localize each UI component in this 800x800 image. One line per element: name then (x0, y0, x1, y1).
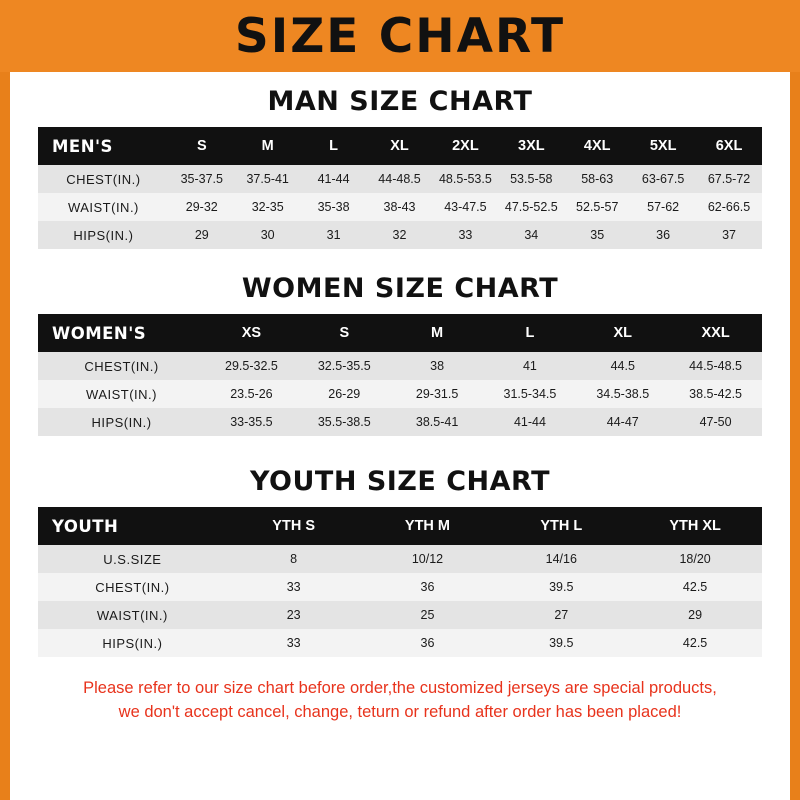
men-cell: 32-35 (235, 193, 301, 221)
youth-cell: 36 (361, 573, 495, 601)
women-header-row (38, 314, 762, 352)
men-cell: 37 (696, 221, 762, 249)
youth-size-table (38, 507, 762, 657)
table-row (38, 165, 762, 193)
men-row-label: HIPS(IN.) (38, 221, 169, 249)
women-cell: 35.5-38.5 (298, 408, 391, 436)
women-size-table (38, 314, 762, 436)
men-column-header: 3XL (498, 127, 564, 165)
women-column-header: XL (576, 314, 669, 352)
youth-row-label: HIPS(IN.) (38, 629, 227, 657)
men-cell: 31 (301, 221, 367, 249)
women-column-header: M (391, 314, 484, 352)
men-column-header: XL (367, 127, 433, 165)
footer-note (10, 677, 790, 725)
men-cell: 47.5-52.5 (498, 193, 564, 221)
women-cell: 44.5-48.5 (669, 352, 762, 380)
youth-cell: 36 (361, 629, 495, 657)
women-cell: 29-31.5 (391, 380, 484, 408)
youth-cell: 8 (227, 545, 361, 573)
men-cell: 38-43 (367, 193, 433, 221)
men-cell: 35-37.5 (169, 165, 235, 193)
men-cell: 41-44 (301, 165, 367, 193)
men-cell: 34 (498, 221, 564, 249)
women-table-wrapper (38, 314, 762, 436)
men-cell: 43-47.5 (432, 193, 498, 221)
footer-note-line-1: Please refer to our size chart before order,the customized jerseys are special products, (83, 679, 717, 697)
youth-cell: 14/16 (494, 545, 628, 573)
men-cell: 58-63 (564, 165, 630, 193)
women-cell: 38.5-41 (391, 408, 484, 436)
women-table-head (38, 314, 762, 352)
men-column-header: 2XL (432, 127, 498, 165)
women-cell: 41 (484, 352, 577, 380)
women-cell: 44.5 (576, 352, 669, 380)
youth-cell: 18/20 (628, 545, 762, 573)
men-column-header: 5XL (630, 127, 696, 165)
table-row (38, 629, 762, 657)
men-cell: 29 (169, 221, 235, 249)
men-row-label: CHEST(IN.) (38, 165, 169, 193)
women-column-header: XS (205, 314, 298, 352)
youth-column-header: YTH XL (628, 507, 762, 545)
youth-table-head (38, 507, 762, 545)
youth-header-row (38, 507, 762, 545)
youth-column-header: YTH M (361, 507, 495, 545)
men-cell: 30 (235, 221, 301, 249)
women-table-body (38, 352, 762, 436)
men-row-label: WAIST(IN.) (38, 193, 169, 221)
table-row (38, 601, 762, 629)
men-cell: 33 (432, 221, 498, 249)
youth-table-body (38, 545, 762, 657)
men-cell: 32 (367, 221, 433, 249)
men-cell: 35 (564, 221, 630, 249)
men-column-header: 6XL (696, 127, 762, 165)
men-cell: 67.5-72 (696, 165, 762, 193)
men-cell: 63-67.5 (630, 165, 696, 193)
men-table-head (38, 127, 762, 165)
youth-header-label: YOUTH (38, 507, 227, 545)
men-cell: 57-62 (630, 193, 696, 221)
men-cell: 62-66.5 (696, 193, 762, 221)
men-column-header: 4XL (564, 127, 630, 165)
footer-note-line-2: we don't accept cancel, change, teturn or refund after order has been placed! (118, 702, 682, 721)
men-cell: 48.5-53.5 (432, 165, 498, 193)
table-row (38, 352, 762, 380)
youth-cell: 33 (227, 573, 361, 601)
women-cell: 23.5-26 (205, 380, 298, 408)
women-cell: 26-29 (298, 380, 391, 408)
women-cell: 29.5-32.5 (205, 352, 298, 380)
men-cell: 35-38 (301, 193, 367, 221)
table-row (38, 408, 762, 436)
men-cell: 52.5-57 (564, 193, 630, 221)
women-row-label: CHEST(IN.) (38, 352, 205, 380)
men-section-title: MAN SIZE CHART (267, 86, 533, 117)
men-column-header: S (169, 127, 235, 165)
men-column-header: L (301, 127, 367, 165)
youth-cell: 33 (227, 629, 361, 657)
women-cell: 47-50 (669, 408, 762, 436)
men-cell: 44-48.5 (367, 165, 433, 193)
women-cell: 41-44 (484, 408, 577, 436)
women-row-label: HIPS(IN.) (38, 408, 205, 436)
youth-row-label: CHEST(IN.) (38, 573, 227, 601)
table-row (38, 573, 762, 601)
table-row (38, 380, 762, 408)
youth-section-title: YOUTH SIZE CHART (249, 466, 551, 497)
youth-cell: 27 (494, 601, 628, 629)
men-cell: 53.5-58 (498, 165, 564, 193)
men-cell: 36 (630, 221, 696, 249)
men-cell: 29-32 (169, 193, 235, 221)
youth-cell: 42.5 (628, 629, 762, 657)
women-cell: 31.5-34.5 (484, 380, 577, 408)
men-section (10, 86, 790, 249)
women-column-header: L (484, 314, 577, 352)
men-header-label: MEN'S (38, 127, 169, 165)
youth-table-wrapper (38, 507, 762, 657)
women-cell: 34.5-38.5 (576, 380, 669, 408)
youth-section (10, 466, 790, 657)
youth-row-label: WAIST(IN.) (38, 601, 227, 629)
youth-cell: 10/12 (361, 545, 495, 573)
women-section-title: WOMEN SIZE CHART (241, 273, 559, 304)
women-cell: 44-47 (576, 408, 669, 436)
men-cell: 37.5-41 (235, 165, 301, 193)
women-column-header: XXL (669, 314, 762, 352)
youth-column-header: YTH L (494, 507, 628, 545)
header-banner (0, 0, 800, 72)
youth-cell: 39.5 (494, 629, 628, 657)
women-section (10, 273, 790, 436)
women-row-label: WAIST(IN.) (38, 380, 205, 408)
women-cell: 38.5-42.5 (669, 380, 762, 408)
youth-cell: 25 (361, 601, 495, 629)
women-cell: 38 (391, 352, 484, 380)
table-row (38, 193, 762, 221)
youth-cell: 23 (227, 601, 361, 629)
men-table-body (38, 165, 762, 249)
youth-cell: 29 (628, 601, 762, 629)
youth-row-label: U.S.SIZE (38, 545, 227, 573)
women-header-label: WOMEN'S (38, 314, 205, 352)
table-row (38, 545, 762, 573)
men-header-row (38, 127, 762, 165)
women-column-header: S (298, 314, 391, 352)
men-column-header: M (235, 127, 301, 165)
youth-cell: 42.5 (628, 573, 762, 601)
women-cell: 32.5-35.5 (298, 352, 391, 380)
page-title: SIZE CHART (234, 8, 566, 64)
table-row (38, 221, 762, 249)
youth-column-header: YTH S (227, 507, 361, 545)
men-size-table (38, 127, 762, 249)
men-table-wrapper (38, 127, 762, 249)
youth-cell: 39.5 (494, 573, 628, 601)
women-cell: 33-35.5 (205, 408, 298, 436)
